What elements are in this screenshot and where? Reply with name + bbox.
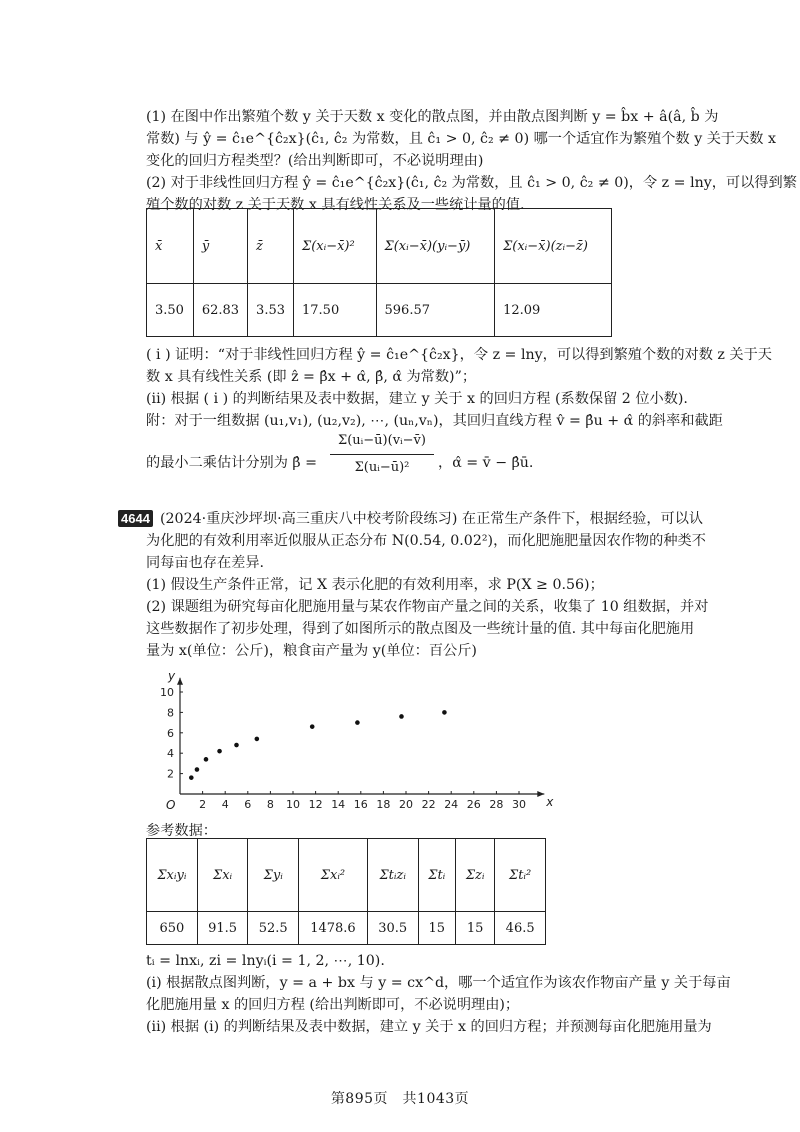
table1-header: x̄ xyxy=(147,209,194,284)
table1-header: Σ(xᵢ−x̄)(zᵢ−z̄) xyxy=(495,209,612,284)
table1-header: Σ(xᵢ−x̄)(yᵢ−ȳ) xyxy=(376,209,495,284)
x-tick-label: 18 xyxy=(376,798,391,811)
table2-cell: 650 xyxy=(147,912,198,945)
x-tick-label: 14 xyxy=(331,798,346,811)
fraction-numerator: Σ(uᵢ−ū)(vᵢ−v̄) xyxy=(338,433,426,448)
part1-line-3: 变化的回归方程类型？(给出判断即可，不必说明理由) xyxy=(146,153,484,169)
part2-line-5b: ，α̂ = v̄ − β̂ū. xyxy=(438,455,534,471)
fraction-denominator: Σ(uᵢ−ū)² xyxy=(354,460,410,475)
reference-label: 参考数据： xyxy=(146,823,217,839)
statistics-table-1 xyxy=(146,208,612,337)
table2-cell: 1478.6 xyxy=(299,912,368,945)
table2-cell: 15 xyxy=(456,912,495,945)
part2-line-4: 附：对于一组数据 (u₁,v₁), (u₂,v₂), ⋯, (uₙ,vₙ)，其回归直线方程 v̂ = β̂u + α̂ 的斜率和截距 xyxy=(146,413,723,429)
table1-header: Σ(xᵢ−x̄)² xyxy=(294,209,377,284)
data-point xyxy=(234,743,239,748)
after-line-4: (ii) 根据 (i) 的判断结果及表中数据，建立 y 关于 x 的回归方程；并预测每亩化肥施用量为 xyxy=(146,1019,712,1035)
table1-cell: 62.83 xyxy=(193,284,247,337)
page-footer: 第895页 共1043页 xyxy=(330,1091,470,1107)
problem-line-6: 这些数据作了初步处理，得到了如图所示的散点图及一些统计量的值. 其中每亩化肥施用 xyxy=(146,621,695,637)
after-line-2: (i) 根据散点图判断，y = a + bx 与 y = cx^d，哪一个适宜作为该农作物亩产量 y 关于每亩 xyxy=(146,975,731,991)
part1-line-5: 殖个数的对数 z 关于天数 x 具有线性关系及一些统计量的值. xyxy=(146,197,525,213)
y-tick-label: 4 xyxy=(167,747,174,761)
x-tick-label: 20 xyxy=(399,798,413,811)
problem-line-5: (2) 课题组为研究每亩化肥施用量与某农作物亩产量之间的关系，收集了 10 组数据，并对 xyxy=(146,599,709,615)
part2-line-2: 数 x 具有线性关系 (即 ẑ = β̂x + α̂, β̂, α̂ 为常数)”； xyxy=(146,369,477,385)
x-tick-label: 22 xyxy=(421,798,436,811)
table1-cell: 17.50 xyxy=(294,284,377,337)
y-tick-label: 8 xyxy=(167,706,174,720)
y-tick-label: 6 xyxy=(167,726,174,740)
table2-header: Σtᵢzᵢ xyxy=(367,839,418,912)
table2-cell: 46.5 xyxy=(495,912,546,945)
x-tick-label: 4 xyxy=(221,798,229,811)
table1-cell: 3.50 xyxy=(147,284,194,337)
x-tick-label: 16 xyxy=(353,798,368,811)
table2-header: Σzᵢ xyxy=(456,839,495,912)
table2-header: Σyᵢ xyxy=(248,839,299,912)
fraction-bar xyxy=(330,454,434,455)
table2-header: Σtᵢ² xyxy=(495,839,546,912)
table2-cell: 52.5 xyxy=(248,912,299,945)
data-point xyxy=(442,710,447,715)
data-point xyxy=(255,737,260,742)
problem-line-7: 量为 x(单位：公斤)，粮食亩产量为 y(单位：百公斤) xyxy=(146,643,477,659)
y-axis-label: y xyxy=(168,668,176,683)
table1-cell: 3.53 xyxy=(248,284,294,337)
table1-header: z̄ xyxy=(248,209,294,284)
after-line-3: 化肥施用量 x 的回归方程 (给出判断即可，不必说明理由)； xyxy=(146,997,520,1013)
x-tick-label: 8 xyxy=(266,798,274,811)
problem-number-badge: 4644 xyxy=(118,510,153,527)
data-point xyxy=(217,749,222,754)
data-point xyxy=(355,720,360,725)
part1-line-1: (1) 在图中作出繁殖个数 y 关于天数 x 变化的散点图，并由散点图判断 y = b̂x + â(â, b̂ 为 xyxy=(146,109,719,125)
table1-cell: 12.09 xyxy=(495,284,612,337)
scatter-plot xyxy=(150,662,554,812)
part1-line-2: 常数) 与 ŷ = ĉ₁e^{ĉ₂x}(ĉ₁, ĉ₂ 为常数，且 ĉ₁ > 0, ĉ₂ ≠ 0) 哪一个适宜作为繁殖个数 y 关于天数 x xyxy=(146,131,776,147)
y-axis-arrow xyxy=(177,678,183,685)
data-point xyxy=(204,757,209,762)
table2-header: Σtᵢ xyxy=(418,839,455,912)
problem-line-2: 为化肥的有效利用率近似服从正态分布 N(0.54, 0.02²)，而化肥施肥量因农作物的种类不 xyxy=(146,533,706,549)
x-axis-arrow xyxy=(537,791,544,797)
problem-line-3: 同每亩也存在差异. xyxy=(146,555,265,571)
x-tick-label: 24 xyxy=(444,798,459,811)
x-tick-label: 12 xyxy=(308,798,323,811)
x-tick-label: 6 xyxy=(244,798,252,811)
problem-line-1: (2024·重庆沙坪坝·高三重庆八中校考阶段练习) 在正常生产条件下，根据经验，可以认 xyxy=(160,511,704,527)
table2-cell: 15 xyxy=(418,912,455,945)
data-point xyxy=(195,767,200,772)
x-tick-label: 28 xyxy=(489,798,504,811)
formula-fraction xyxy=(330,430,434,479)
x-tick-label: 30 xyxy=(512,798,526,811)
part2-line-1: ( i ) 证明：“对于非线性回归方程 ŷ = ĉ₁e^{ĉ₂x}，令 z = lny，可以得到繁殖个数的对数 z 关于天 xyxy=(146,347,772,363)
table1-cell: 596.57 xyxy=(376,284,495,337)
table2-header: Σxᵢ² xyxy=(299,839,368,912)
after-line-1: tᵢ = lnxᵢ, zi = lnyᵢ(i = 1, 2, ⋯, 10). xyxy=(146,953,385,969)
table2-header: Σxᵢ xyxy=(197,839,248,912)
statistics-table-2 xyxy=(146,838,546,945)
data-point xyxy=(189,775,194,780)
x-tick-label: 26 xyxy=(466,798,481,811)
part1-line-4: (2) 对于非线性回归方程 ŷ = ĉ₁e^{ĉ₂x}(ĉ₁, ĉ₂ 为常数，且 ĉ₁ > 0, ĉ₂ ≠ 0)，令 z = lny，可以得到繁 xyxy=(146,175,797,191)
table2-header: Σxᵢyᵢ xyxy=(147,839,198,912)
y-tick-label: 2 xyxy=(167,767,174,781)
part2-line-3: (ii) 根据 ( i ) 的判断结果及表中数据，建立 y 关于 x 的回归方程 (系数保留 2 位小数). xyxy=(146,391,688,407)
table2-cell: 91.5 xyxy=(197,912,248,945)
y-tick-label: 10 xyxy=(160,686,174,699)
table2-cell: 30.5 xyxy=(367,912,418,945)
origin-label: O xyxy=(166,798,176,812)
part2-line-5a: 的最小二乘估计分别为 β̂ = xyxy=(146,455,317,471)
data-point xyxy=(310,724,315,729)
table1-header: ȳ xyxy=(193,209,247,284)
problem-line-4: (1) 假设生产条件正常，记 X 表示化肥的有效利用率，求 P(X ≥ 0.56)； xyxy=(146,577,604,593)
x-tick-label: 10 xyxy=(286,798,300,811)
x-tick-label: 2 xyxy=(199,798,207,811)
data-point xyxy=(399,714,404,719)
x-axis-label: x xyxy=(546,795,554,809)
